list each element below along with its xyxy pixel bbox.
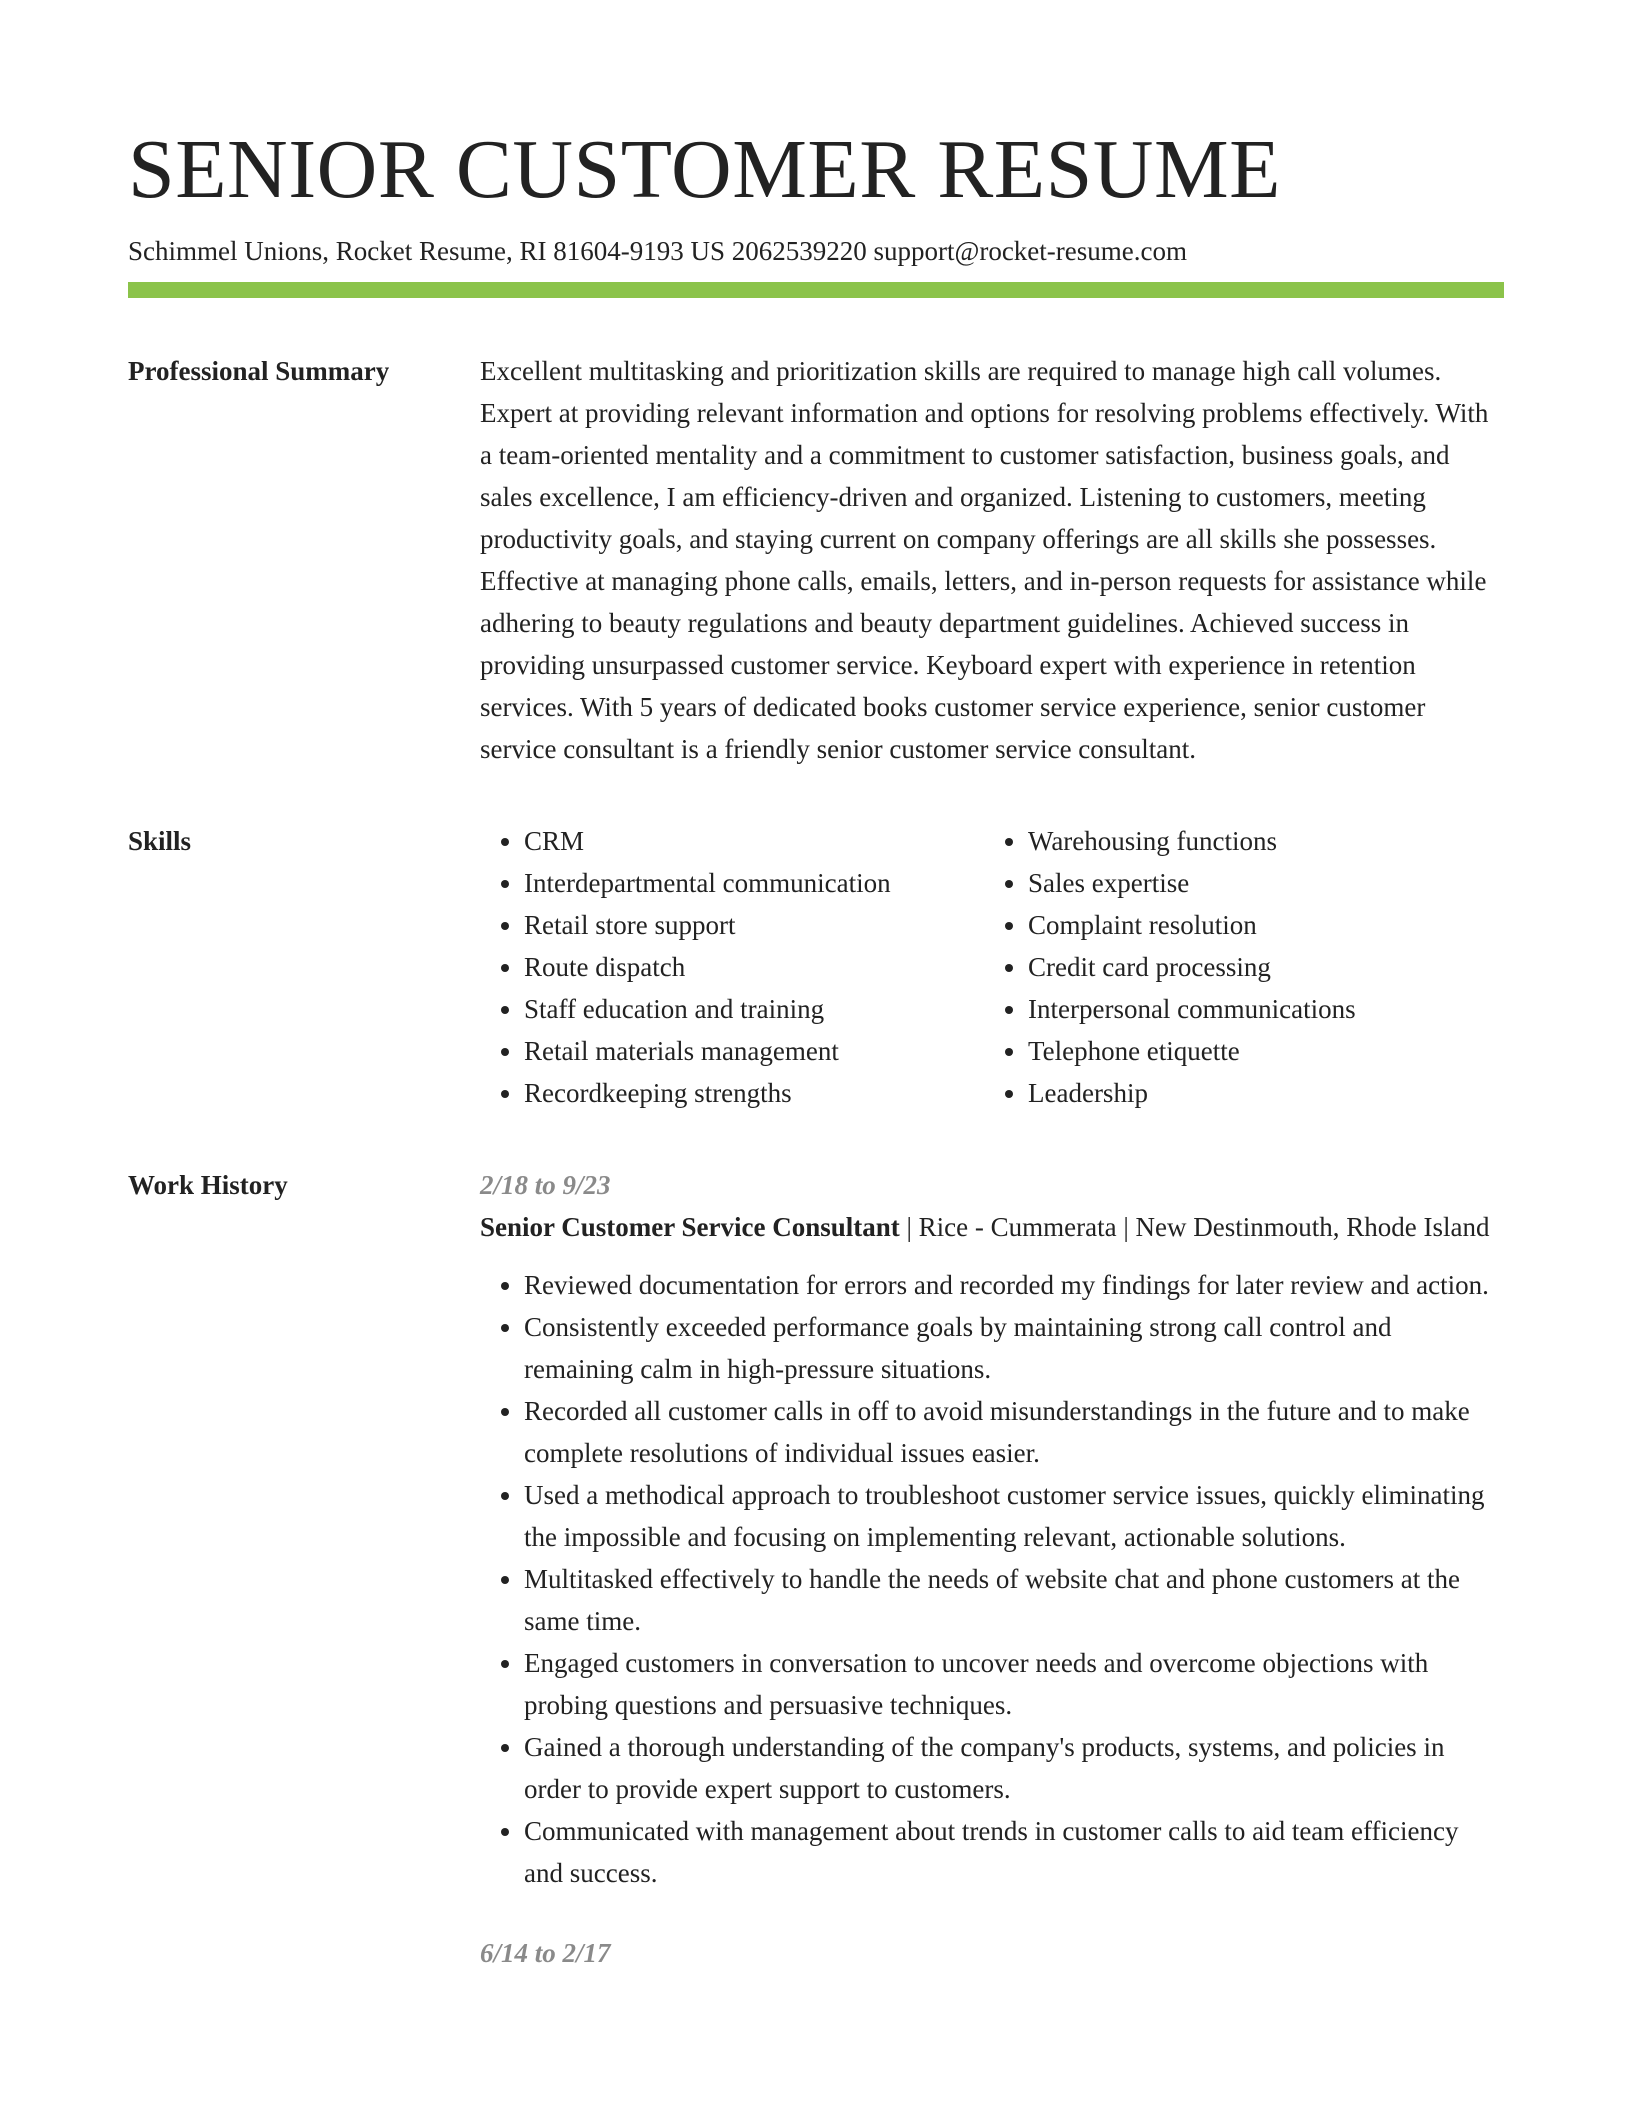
skill-item: • Recordkeeping strengths (524, 1072, 984, 1114)
job-bullets (480, 1264, 1504, 1894)
skill-item: • Interdepartmental communication (524, 862, 984, 904)
skill-item: • Route dispatch (524, 946, 984, 988)
section-label-skills: Skills (128, 826, 192, 856)
skills-list-left (480, 820, 984, 1114)
contact-line: Schimmel Unions, Rocket Resume, RI 81604-9193 US 2062539220 support@rocket-resume.com (128, 236, 1187, 266)
job-dates: 2/18 to 9/23 (480, 1170, 611, 1200)
job-dates: 6/14 to 2/17 (480, 1938, 611, 1968)
job-details: | Rice - Cummerata | New Destinmouth, Rhode Island (899, 1212, 1490, 1242)
skill-item: • Warehousing functions (1028, 820, 1528, 862)
job-entry (480, 1932, 1504, 1974)
job-bullet: • Engaged customers in conversation to uncover needs and overcome objections with probing questions and persuasive techniques. (524, 1642, 1504, 1726)
skill-item: • CRM (524, 820, 984, 862)
work-body (480, 1164, 1504, 1974)
section-label-summary: Professional Summary (128, 356, 390, 386)
summary-text: Excellent multitasking and prioritization skills are required to manage high call volumes. Expert at providing relevant information and options for resolving problems effectively. With a team-oriented mentality and a commitment to customer satisfaction, business goals, and sales excellence, I am efficiency-driven and organized. Listening to customers, meeting productivity goals, and staying current on company offerings are all skills she possesses. Effective at managing phone calls, emails, letters, and in-person requests for assistance while adhering to beauty regulations and beauty department guidelines. Achieved success in providing unsurpassed customer service. Keyboard expert with experience in retention services. With 5 years of dedicated books customer service experience, senior customer service consultant is a friendly senior customer service consultant. (480, 356, 1489, 764)
job-bullet: • Reviewed documentation for errors and recorded my findings for later review and action. (524, 1264, 1504, 1306)
header-divider (128, 282, 1504, 298)
skill-item: • Retail store support (524, 904, 984, 946)
job-entry (480, 1164, 1504, 1894)
job-title: Senior Customer Service Consultant (480, 1212, 900, 1242)
skills-list-right (984, 820, 1528, 1114)
skills-body (480, 820, 1528, 1114)
skill-item: • Complaint resolution (1028, 904, 1528, 946)
section-label-work: Work History (128, 1170, 288, 1200)
professional-summary-section (128, 350, 1504, 770)
skill-item: • Interpersonal communications (1028, 988, 1528, 1030)
work-history-section (128, 1164, 1504, 1974)
job-bullet: • Communicated with management about trends in customer calls to aid team efficiency and success. (524, 1810, 1504, 1894)
skill-item: • Credit card processing (1028, 946, 1528, 988)
job-bullet: • Consistently exceeded performance goals by maintaining strong call control and remaining calm in high-pressure situations. (524, 1306, 1504, 1390)
skill-item: • Staff education and training (524, 988, 984, 1030)
resume-title: SENIOR CUSTOMER RESUME (128, 123, 1281, 216)
skill-item: • Sales expertise (1028, 862, 1528, 904)
skill-item: • Leadership (1028, 1072, 1528, 1114)
job-bullet: • Recorded all customer calls in off to avoid misunderstandings in the future and to make complete resolutions of individual issues easier. (524, 1390, 1504, 1474)
summary-body (480, 350, 1504, 770)
job-bullet: • Used a methodical approach to troubleshoot customer service issues, quickly eliminating the impossible and focusing on implementing relevant, actionable solutions. (524, 1474, 1504, 1558)
job-bullet: • Multitasked effectively to handle the needs of website chat and phone customers at the same time. (524, 1558, 1504, 1642)
resume-page (128, 0, 1504, 1974)
skill-item: • Telephone etiquette (1028, 1030, 1528, 1072)
job-heading (480, 1206, 1504, 1248)
job-bullet: • Gained a thorough understanding of the company's products, systems, and policies in order to provide expert support to customers. (524, 1726, 1504, 1810)
skill-item: • Retail materials management (524, 1030, 984, 1072)
skills-section (128, 820, 1504, 1114)
